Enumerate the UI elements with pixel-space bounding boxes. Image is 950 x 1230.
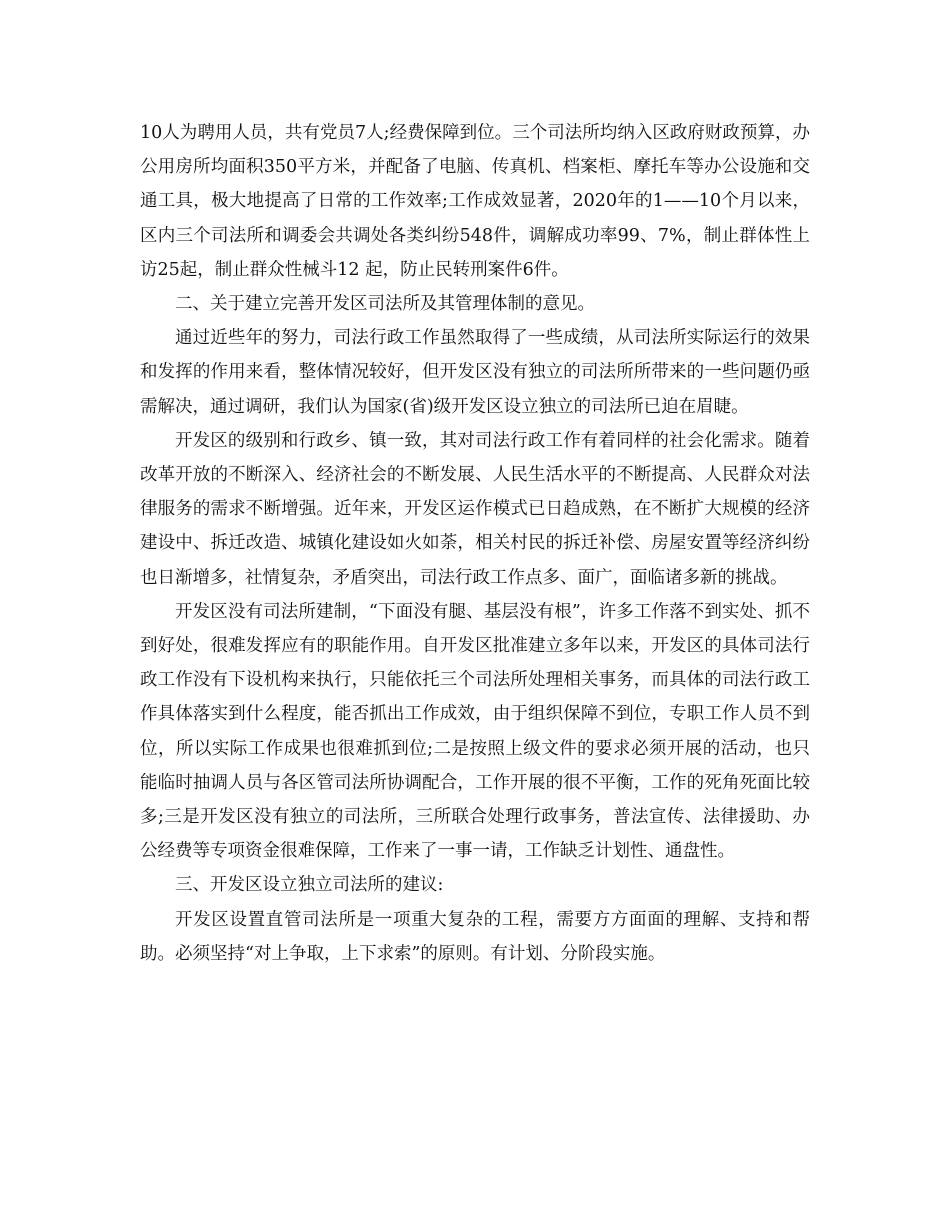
paragraph-5: 开发区没有司法所建制，“下面没有腿、基层没有根”，许多工作落不到实处、抓不到好处，很难发挥应有的职能作用。自开发区批准建立多年以来，开发区的具体司法行政工作没有下设机构来执行，只能依托三个司法所处理相关事务，而具体的司法行政工作具体落实到什么程度，能否抓出工作成效，由于组织保障不到位，专职工作人员不到位，所以实际工作成果也很难抓到位;二是按照上级文件的要求必须开展的活动，也只能临时抽调人员与各区管司法所协调配合，工作开展的很不平衡，工作的死角死面比较多;三是开发区没有独立的司法所，三所联合处理行政事务，普法宣传、法律援助、办公经费等专项资金很难保障，工作来了一事一请，工作缺乏计划性、通盘性。 — [140, 601, 810, 862]
paragraph-3: 通过近些年的努力，司法行政工作虽然取得了一些成绩，从司法所实际运行的效果和发挥的作用来看，整体情况较好，但开发区没有独立的司法所所带来的一些问题仍亟需解决，通过调研，我们认为国家(省)级开发区设立独立的司法所已迫在眉睫。 — [140, 328, 810, 417]
paragraph-1: 10人为聘用人员，共有党员7人;经费保障到位。三个司法所均纳入区政府财政预算，办公用房所均面积350平方米，并配备了电脑、传真机、档案柜、摩托车等办公设施和交通工具，极大地提高了日常的工作效率;工作成效显著，2020年的1——10个月以来，区内三个司法所和调委会共调处各类纠纷548件，调解成功率99、7%，制止群体性上访25起，制止群众性械斗12 起，防止民转刑案件6件。 — [140, 123, 810, 280]
paragraph-7: 开发区设置直管司法所是一项重大复杂的工程，需要方方面面的理解、支持和帮助。必须坚持“对上争取，上下求索”的原则。有计划、分阶段实施。 — [140, 909, 810, 964]
paragraph-4: 开发区的级别和行政乡、镇一致，其对司法行政工作有着同样的社会化需求。随着改革开放的不断深入、经济社会的不断发展、人民生活水平的不断提高、人民群众对法律服务的需求不断增强。近年来，开发区运作模式已日趋成熟，在不断扩大规模的经济建设中、拆迁改造、城镇化建设如火如荼，相关村民的拆迁补偿、房屋安置等经济纠纷也日渐增多，社情复杂，矛盾突出，司法行政工作点多、面广，面临诸多新的挑战。 — [140, 430, 810, 588]
document-body — [140, 116, 810, 971]
section-heading-2: 二、关于建立完善开发区司法所及其管理体制的意见。 — [175, 294, 595, 315]
section-heading-3: 三、开发区设立独立司法所的建议: — [175, 875, 444, 896]
